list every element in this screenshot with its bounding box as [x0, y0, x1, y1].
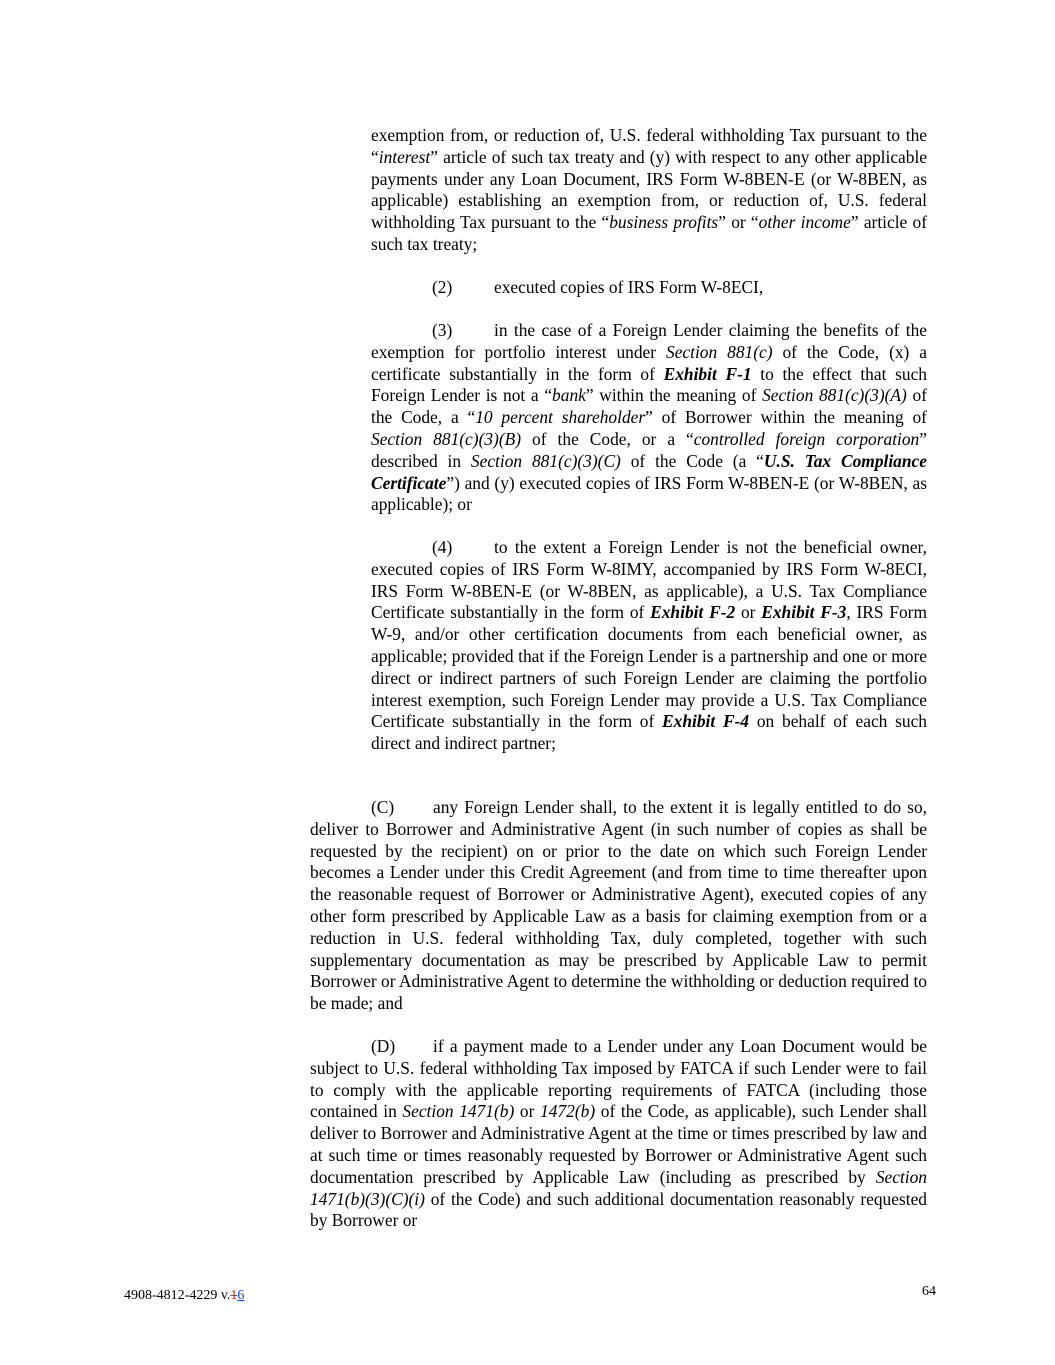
text-run: ” of Borrower within the meaning of [645, 407, 927, 428]
item-number: (D) [371, 1036, 396, 1056]
paragraph-item-3 [371, 320, 927, 516]
item-number: (2) [432, 277, 453, 297]
text-run: , IRS Form W-9, and/or other certification documents from each beneficial owner, as applicable; provided that if the Foreign Lender is a partnership and one or more direct or indirect partners of such Foreign Lender are claiming the portfolio interest exemption, such Foreign Lender may provide a U.S. Tax Compliance Certificate substantially in the form of [371, 602, 927, 732]
text-run: to the extent a Foreign Lender is not the beneficial owner, executed copies of IRS Form W-8IMY, accompanied by IRS Form W-8ECI, IRS Form W-8BEN-E (or W-8BEN, as applicable), a U.S. Tax Compliance Certificate substantially in the form of [371, 537, 927, 623]
text-run: or [735, 602, 762, 623]
text-run: ” or “ [718, 212, 759, 233]
text-run: to the effect that such Foreign Lender is not a “ [371, 363, 927, 406]
section-reference: Section 1471(b)(3)(C)(i) [310, 1166, 927, 1209]
version-inserted: 6 [237, 1288, 245, 1303]
version-deleted: 1 [230, 1288, 238, 1303]
defined-term: U.S. Tax Compliance Certificate [371, 450, 927, 493]
paragraph-item-c [310, 797, 927, 1015]
section-reference: Section 881(c)(3)(B) [371, 428, 522, 449]
section-reference: Section 1471(b) [402, 1101, 515, 1122]
text-run: ” article of such tax treaty and (y) with respect to any other applicable payments under any Loan Document, IRS Form W-8BEN-E (or W-8BEN, as applicable) establishing an exemption from, or reduction of, U.S. federal withholding Tax pursuant to the “ [371, 146, 927, 233]
italic-term: 10 percent shareholder [475, 407, 646, 428]
document-id: 4908-4812-4229 v. [124, 1288, 231, 1303]
exhibit-reference: Exhibit F-2 [650, 602, 736, 623]
section-reference: 1472(b) [540, 1101, 596, 1122]
page-number: 64 [922, 1284, 936, 1299]
paragraph-treaty-continuation [371, 125, 927, 256]
document-id-footer [124, 1288, 244, 1304]
text-run: ” within the meaning of [585, 385, 763, 406]
text-run: exemption from, or reduction of, U.S. federal withholding Tax pursuant to the “ [371, 125, 927, 167]
text-run: ”) and (y) executed copies of IRS Form W-8BEN-E (or W-8BEN, as applicable); or [371, 472, 927, 515]
text-run: of the Code, a “ [371, 385, 928, 428]
text-run: of the Code (a “ [620, 450, 764, 471]
text-run: on behalf of each such direct and indirect partner; [371, 711, 928, 754]
text-run: of the Code, (x) a certificate substantially in the form of [371, 341, 927, 384]
paragraph-item-2 [371, 277, 927, 299]
text-run: in the case of a Foreign Lender claiming the benefits of the exemption for portfolio interest under [371, 320, 927, 362]
section-reference: Section 881(c)(3)(C) [470, 450, 621, 471]
exhibit-reference: Exhibit F-3 [761, 602, 847, 623]
section-reference: Section 881(c) [666, 341, 773, 362]
item-number: (C) [371, 797, 395, 817]
text-run: ” article of such tax treaty; [371, 212, 928, 254]
italic-term: other income [758, 212, 851, 233]
italic-term: bank [552, 385, 586, 406]
text-run: of the Code) and such additional documentation reasonably requested by Borrower or [310, 1188, 927, 1231]
text-run: of the Code, or a “ [521, 428, 694, 449]
exhibit-reference: Exhibit F-1 [663, 363, 752, 384]
exhibit-reference: Exhibit F-4 [662, 711, 750, 732]
item-number: (4) [432, 537, 453, 557]
italic-term: interest [378, 146, 431, 167]
text-run: of the Code, as applicable), such Lender shall deliver to Borrower and Administrative Agent at the time or times prescribed by law and at such time or times reasonably requested by Borrower or Administrative Agent such documentation prescribed by Applicable Law (including as prescribed by [310, 1101, 928, 1187]
text-run: ” described in [371, 428, 927, 471]
item-number: (3) [432, 320, 453, 340]
section-reference: Section 881(c)(3)(A) [762, 385, 907, 406]
paragraph-item-4 [371, 537, 927, 755]
italic-term: business profits [609, 212, 719, 233]
italic-term: controlled foreign corporation [693, 428, 920, 449]
text-run: any Foreign Lender shall, to the extent it is legally entitled to do so, deliver to Borrower and Administrative Agent (in such number of copies as shall be requested by the recipient) on or prior to the date on which such Foreign Lender becomes a Lender under this Credit Agreement (and from time to time thereafter upon the reasonable request of Borrower or Administrative Agent), executed copies of any other form prescribed by Applicable Law as a basis for claiming exemption from or a reduction in U.S. federal withholding Tax, duly completed, together with such supplementary documentation as may be prescribed by Applicable Law to permit Borrower or Administrative Agent to determine the withholding or deduction required to be made; and [310, 797, 927, 1014]
text-run: executed copies of IRS Form W-8ECI, [494, 277, 764, 297]
text-run: or [514, 1101, 541, 1122]
text-run: if a payment made to a Lender under any Loan Document would be subject to U.S. federal withholding Tax imposed by FATCA if such Lender were to fail to comply with the applicable reporting requirements of FATCA (including those contained in [310, 1036, 927, 1122]
paragraph-item-d [310, 1036, 927, 1232]
